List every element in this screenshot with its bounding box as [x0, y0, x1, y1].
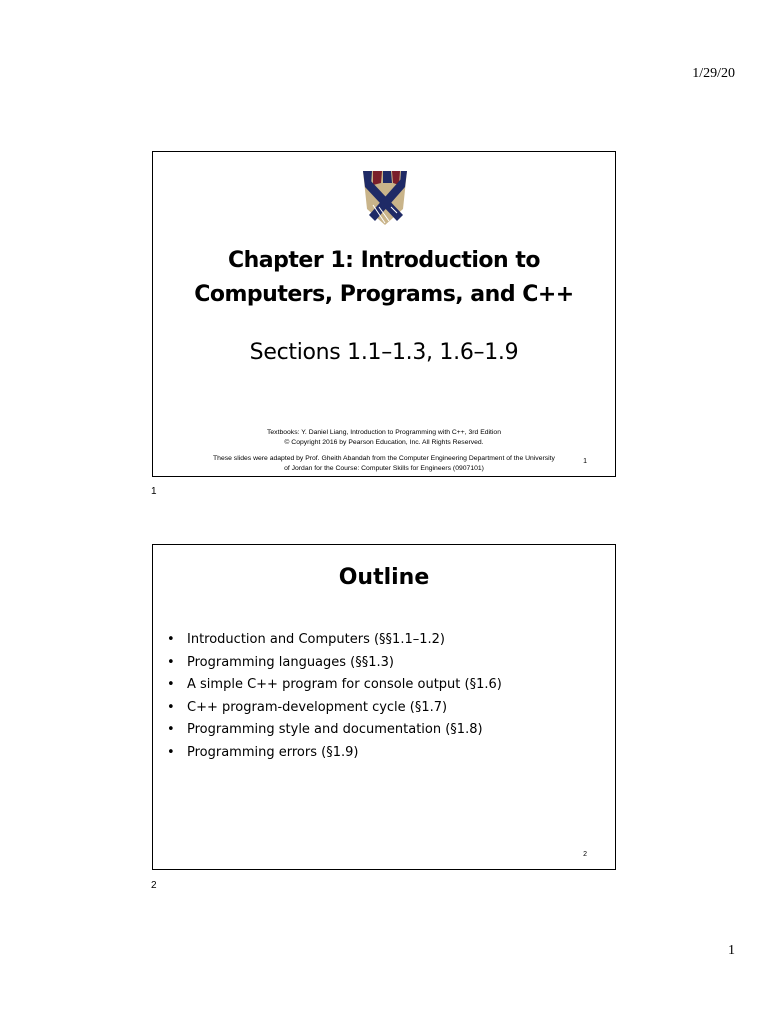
page-date: 1/29/20	[692, 66, 735, 81]
bullet-icon: •	[167, 677, 175, 692]
list-item-text: A simple C++ program for console output (§1.6)	[187, 677, 502, 692]
list-item	[167, 742, 502, 765]
list-item	[167, 629, 502, 652]
slide-title	[153, 244, 615, 312]
slide-caption-2: 2	[151, 880, 157, 891]
outline-list	[167, 629, 502, 764]
slide-title: Outline	[338, 565, 430, 590]
adaptation-credit	[153, 454, 615, 473]
slide-subtitle: Sections 1.1–1.3, 1.6–1.9	[249, 340, 519, 365]
list-item-text: C++ program-development cycle (§1.7)	[187, 699, 448, 715]
list-item	[167, 652, 502, 675]
list-item	[167, 674, 502, 697]
credit-line-2: © Copyright 2016 by Pearson Education, Inc. All Rights Reserved.	[284, 438, 484, 446]
credit-line-3: These slides were adapted by Prof. Gheith Abandah from the Computer Engineering Department of the University	[213, 455, 555, 462]
slide-number: 2	[583, 851, 587, 858]
slide-title-line-1: Chapter 1: Introduction to	[227, 248, 540, 273]
bullet-icon: •	[167, 632, 175, 647]
list-item	[167, 697, 502, 720]
list-item-text: Programming style and documentation (§1.8)	[187, 722, 483, 737]
bullet-icon: •	[167, 654, 175, 670]
slide-title-line-2: Computers, Programs, and C++	[194, 282, 574, 307]
bullet-icon: •	[167, 722, 175, 737]
slide-caption-1: 1	[151, 486, 157, 497]
slide-1	[152, 151, 616, 477]
list-item	[167, 719, 502, 742]
credit-line-4: of Jordan for the Course: Computer Skills for Engineers (0907101)	[284, 464, 484, 472]
textbook-credit	[153, 428, 615, 447]
slide-2	[152, 544, 616, 870]
slide-number: 1	[583, 458, 587, 465]
bullet-icon: •	[167, 699, 175, 715]
credit-line-1: Textbooks: Y. Daniel Liang, Introduction to Programming with C++, 3rd Edition	[267, 429, 501, 436]
list-item-text: Programming errors (§1.9)	[187, 744, 359, 760]
bullet-icon: •	[167, 744, 175, 760]
university-crest-icon	[359, 167, 411, 227]
list-item-text: Programming languages (§§1.3)	[187, 654, 394, 670]
list-item-text: Introduction and Computers (§§1.1–1.2)	[187, 632, 445, 647]
page-number: 1	[728, 943, 735, 958]
